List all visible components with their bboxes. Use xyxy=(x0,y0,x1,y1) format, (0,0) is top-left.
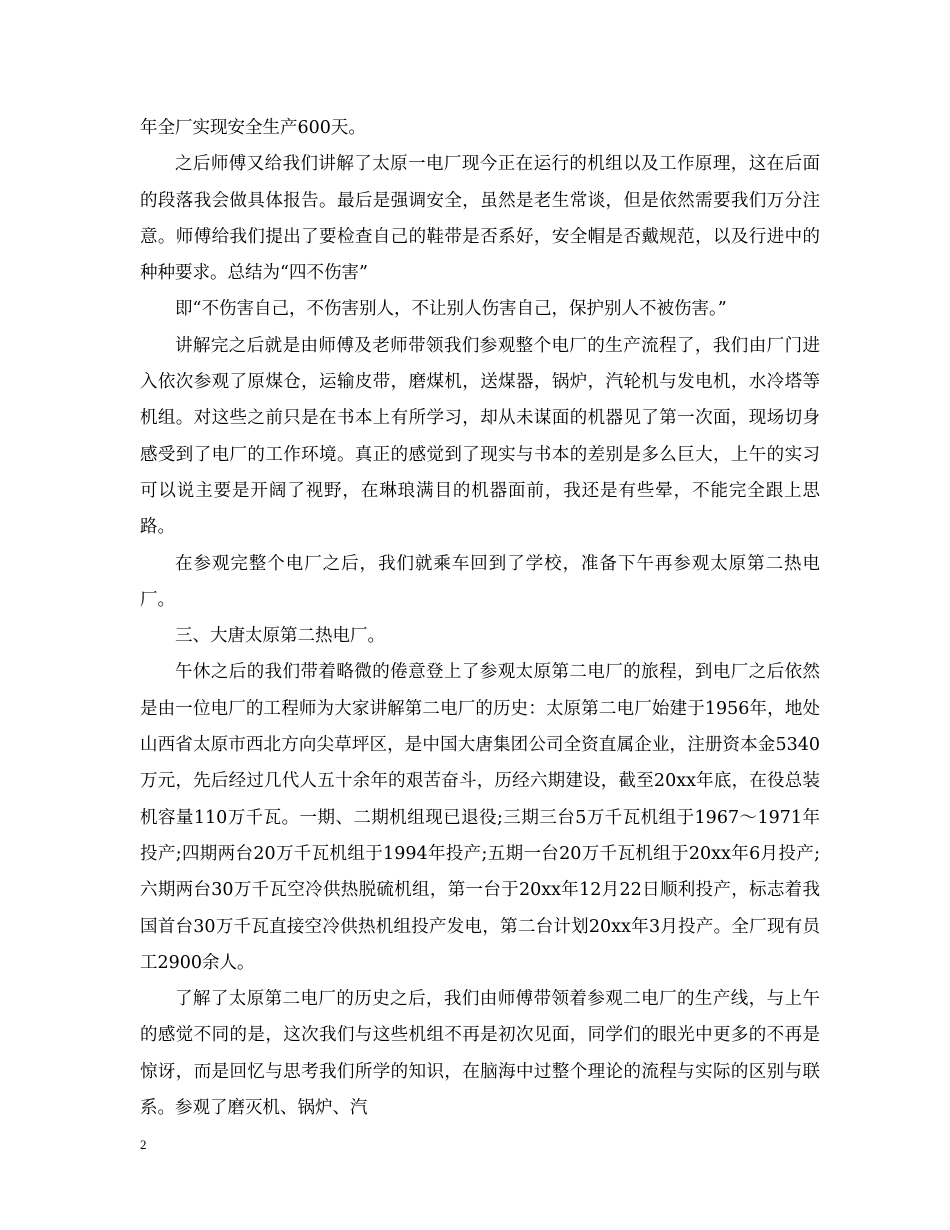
section-heading: 三、大唐太原第二热电厂。 xyxy=(175,626,385,647)
paragraph-continuation: 年全厂实现安全生产600天。 xyxy=(140,118,366,138)
paragraph: 之后师傅又给我们讲解了太原一电厂现今正在运行的机组以及工作原理，这在后面的段落我会做具体报告。最后是强调安全，虽然是老生常谈，但是依然需要我们万分注意。师傅给我们提出了要检查自己的鞋带是否系好，安全帽是否戴规范，以及行进中的种种要求。总结为“四不伤害” xyxy=(140,154,820,284)
paragraph: 午休之后的我们带着略微的倦意登上了参观太原第二电厂的旅程，到电厂之后依然是由一位电厂的工程师为大家讲解第二电厂的历史：太原第二电厂始建于1956年，地处山西省太原市西北方向尖草坪区，是中国大唐集团公司全资直属企业，注册资本金5340万元，先后经过几代人五十余年的艰苦奋斗，历经六期建设，截至20xx年底，在役总装机容量110万千瓦。一期、二期机组现已退役;三期三台5万千瓦机组于1967～1971年投产;四期两台20万千瓦机组于1994年投产;五期一台20万千瓦机组于20xx年6月投产;六期两台30万千瓦空冷供热脱硫机组，第一台于20xx年12月22日顺利投产，标志着我国首台30万千瓦直接空冷供热机组投产发电，第二台计划20xx年3月投产。全厂现有员工2900余人。 xyxy=(140,662,820,973)
paragraph: 即“不伤害自己，不伤害别人，不让别人伤害自己，保护别人不被伤害。” xyxy=(175,299,727,320)
paragraph: 了解了太原第二电厂的历史之后，我们由师傅带领着参观二电厂的生产线，与上午的感觉不同的是，这次我们与这些机组不再是初次见面，同学们的眼光中更多的不再是惊讶，而是回忆与思考我们所学的知识，在脑海中过整个理论的流程与实际的区别与联系。参观了磨灭机、锅炉、汽 xyxy=(140,989,820,1119)
page-number: 2 xyxy=(140,1137,147,1152)
document-body xyxy=(140,110,820,1126)
paragraph: 讲解完之后就是由师傅及老师带领我们参观整个电厂的生产流程了，我们由厂门进入依次参观了原煤仓，运输皮带，磨煤机，送煤器，锅炉，汽轮机与发电机，水冷塔等机组。对这些之前只是在书本上有所学习，却从未谋面的机器见了第一次面，现场切身感受到了电厂的工作环境。真正的感觉到了现实与书本的差别是多么巨大，上午的实习可以说主要是开阔了视野，在琳琅满目的机器面前，我还是有些晕，不能完全跟上思路。 xyxy=(140,335,820,538)
paragraph: 在参观完整个电厂之后，我们就乘车回到了学校，准备下午再参观太原第二热电厂。 xyxy=(140,553,820,610)
